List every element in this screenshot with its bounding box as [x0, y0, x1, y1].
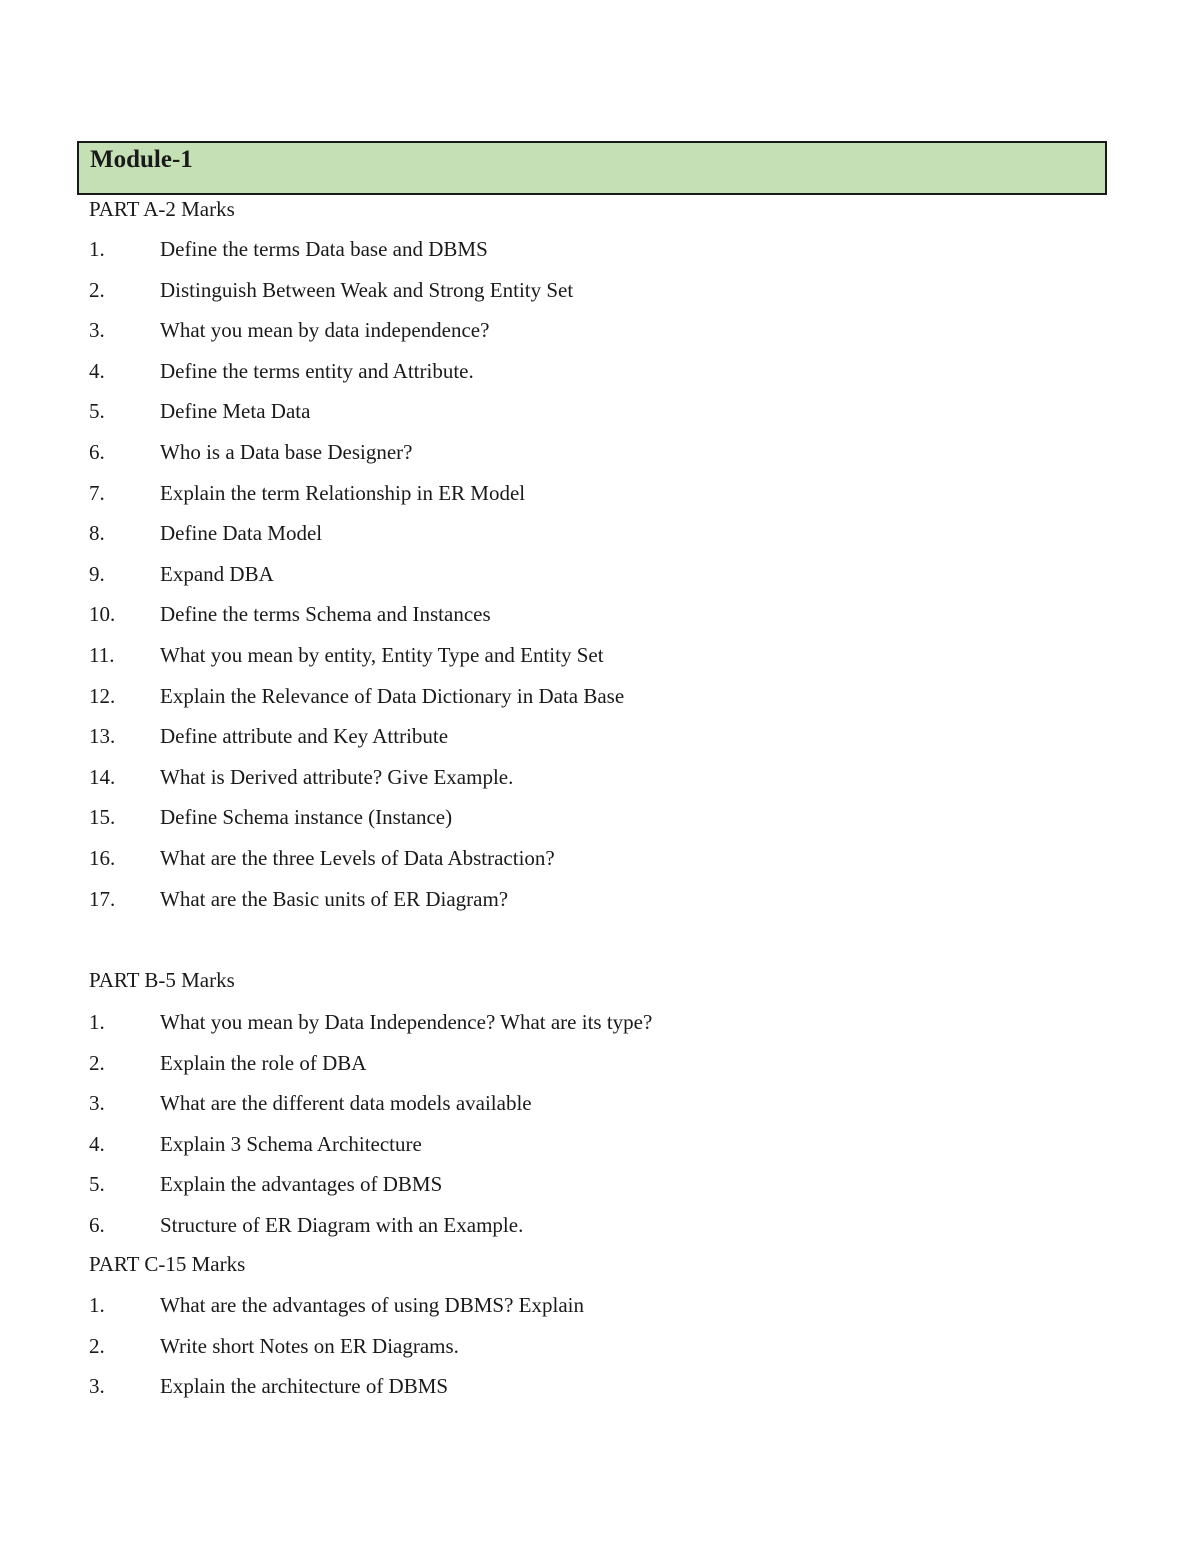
question-number: 9. — [89, 561, 105, 586]
question-number: 10. — [89, 602, 116, 627]
question-number: 17. — [89, 886, 116, 911]
question-text: Expand DBA — [160, 561, 274, 586]
question-number: 15. — [89, 805, 116, 830]
list-item — [89, 805, 624, 846]
list-item — [89, 887, 624, 928]
question-number: 16. — [89, 845, 116, 870]
list-item — [89, 440, 624, 481]
question-text: Define the terms Schema and Instances — [160, 602, 491, 627]
question-number: 1. — [89, 237, 105, 261]
question-number: 5. — [89, 399, 105, 424]
question-text: Explain the role of DBA — [160, 1050, 367, 1075]
list-item — [89, 1172, 652, 1213]
question-number: 13. — [89, 724, 116, 749]
list-item — [89, 359, 624, 400]
question-text: Define the terms entity and Attribute. — [160, 358, 474, 383]
question-number: 14. — [89, 764, 116, 789]
question-text: Write short Notes on ER Diagrams. — [160, 1333, 459, 1358]
question-number: 11. — [89, 642, 115, 667]
question-text: Distinguish Between Weak and Strong Entity Set — [160, 277, 574, 302]
question-text: Define Meta Data — [160, 399, 311, 424]
part-c-heading: PART C-15 Marks — [89, 1252, 246, 1276]
list-item — [89, 1010, 652, 1051]
module-title: Module-1 — [90, 146, 193, 173]
list-item — [89, 765, 624, 806]
part-a-question-list — [89, 237, 624, 927]
part-b-question-list — [89, 1010, 652, 1254]
question-text: Explain the advantages of DBMS — [160, 1172, 443, 1197]
list-item — [89, 1132, 652, 1173]
question-number: 2. — [89, 1333, 105, 1358]
list-item — [89, 399, 624, 440]
question-number: 3. — [89, 1091, 105, 1116]
question-text: Explain the term Relationship in ER Model — [160, 480, 526, 505]
question-text: Define Schema instance (Instance) — [160, 805, 453, 830]
part-c-question-list — [89, 1293, 584, 1415]
question-text: What are the three Levels of Data Abstraction? — [160, 845, 555, 870]
list-item — [89, 1091, 652, 1132]
question-text: What are the Basic units of ER Diagram? — [160, 886, 509, 911]
list-item — [89, 1213, 652, 1254]
question-text: Explain the architecture of DBMS — [160, 1374, 449, 1399]
question-text: Structure of ER Diagram with an Example. — [160, 1212, 524, 1237]
list-item — [89, 602, 624, 643]
question-number: 3. — [89, 318, 105, 343]
list-item — [89, 1334, 584, 1375]
list-item — [89, 278, 624, 319]
question-number: 12. — [89, 683, 116, 708]
question-number: 1. — [89, 1010, 105, 1034]
part-b-heading: PART B-5 Marks — [89, 968, 235, 992]
list-item — [89, 481, 624, 522]
question-number: 3. — [89, 1374, 105, 1399]
list-item — [89, 237, 624, 278]
question-text: What you mean by entity, Entity Type and Entity Set — [160, 642, 604, 667]
question-number: 6. — [89, 1212, 105, 1237]
question-number: 7. — [89, 480, 105, 505]
list-item — [89, 1374, 584, 1415]
question-text: Explain the Relevance of Data Dictionary in Data Base — [160, 683, 625, 708]
question-text: Define the terms Data base and DBMS — [160, 237, 488, 261]
question-text: Define Data Model — [160, 521, 323, 546]
question-number: 5. — [89, 1172, 105, 1197]
question-text: What are the different data models available — [160, 1091, 532, 1116]
question-text: Who is a Data base Designer? — [160, 439, 413, 464]
question-number: 8. — [89, 521, 105, 546]
question-text: What is Derived attribute? Give Example. — [160, 764, 514, 789]
question-number: 6. — [89, 439, 105, 464]
list-item — [89, 846, 624, 887]
list-item — [89, 318, 624, 359]
question-number: 4. — [89, 358, 105, 383]
question-number: 2. — [89, 1050, 105, 1075]
list-item — [89, 1051, 652, 1092]
question-text: Explain 3 Schema Architecture — [160, 1131, 422, 1156]
module-header — [77, 141, 1107, 195]
question-text: What you mean by data independence? — [160, 318, 490, 343]
list-item — [89, 684, 624, 725]
question-text: Define attribute and Key Attribute — [160, 724, 449, 749]
question-text: What are the advantages of using DBMS? Explain — [160, 1293, 584, 1317]
list-item — [89, 521, 624, 562]
part-a-heading: PART A-2 Marks — [89, 197, 235, 221]
list-item — [89, 1293, 584, 1334]
question-text: What you mean by Data Independence? What are its type? — [160, 1010, 653, 1034]
question-number: 1. — [89, 1293, 105, 1317]
list-item — [89, 724, 624, 765]
list-item — [89, 643, 624, 684]
question-number: 2. — [89, 277, 105, 302]
list-item — [89, 562, 624, 603]
question-number: 4. — [89, 1131, 105, 1156]
